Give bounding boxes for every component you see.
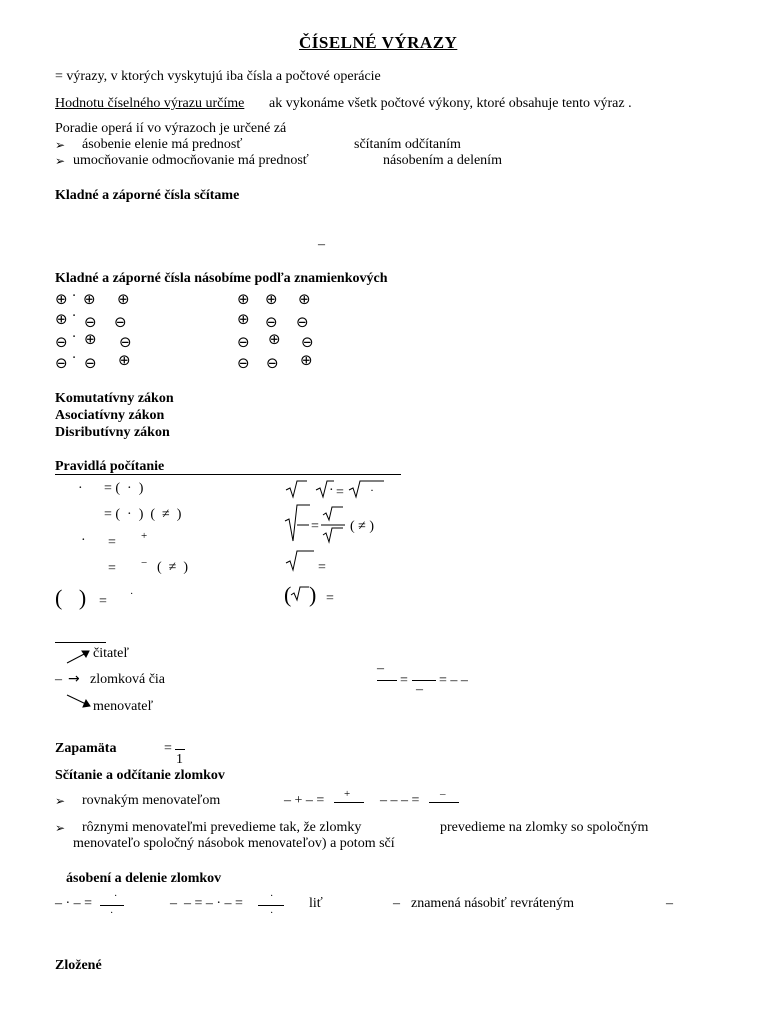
svg-text:·: · bbox=[329, 483, 334, 498]
radical-sign bbox=[323, 507, 343, 520]
formula-glyph: – bbox=[377, 661, 384, 676]
circled-plus-icon: ⊕ bbox=[83, 290, 96, 308]
convert-fractions: prevedieme na zlomky so spoločným bbox=[440, 820, 649, 835]
radical-sign bbox=[291, 587, 309, 600]
formula-glyph: + bbox=[344, 788, 351, 800]
svg-text:=: = bbox=[311, 519, 319, 534]
circled-plus-icon: ⊕ bbox=[55, 290, 68, 308]
arrowhead bbox=[83, 700, 90, 707]
circled-minus-icon: ⊖ bbox=[114, 313, 127, 331]
formula-glyph: · bbox=[78, 481, 83, 496]
formula-glyph: = ( · ) ( ≠ ) bbox=[104, 507, 182, 522]
formula-glyph: · bbox=[81, 533, 86, 548]
circled-plus-icon: ⊕ bbox=[265, 290, 278, 308]
same-denominator: rovnakým menovateľom bbox=[82, 793, 221, 808]
rules-heading: Pravidlá počítanie bbox=[55, 459, 165, 474]
fraction-line-dash: – bbox=[55, 672, 62, 687]
formula-glyph: = bbox=[108, 561, 116, 576]
dot-operator-icon: · bbox=[72, 330, 77, 345]
circled-plus-icon: ⊕ bbox=[84, 330, 97, 348]
formula-glyph: = bbox=[400, 673, 408, 688]
section-fraction-addition: Sčítanie a odčítanie zlomkov bbox=[55, 768, 225, 783]
arrowhead bbox=[82, 651, 89, 657]
circled-minus-icon: ⊖ bbox=[301, 333, 314, 351]
circled-minus-icon: ⊖ bbox=[84, 354, 97, 372]
circled-plus-icon: ⊕ bbox=[300, 351, 313, 369]
formula-glyph: – bbox=[440, 788, 446, 800]
circled-plus-icon: ⊕ bbox=[298, 290, 311, 308]
order-intro: Poradie operá ií vo výrazoch je určené zá bbox=[55, 121, 287, 136]
bullet-arrowhead-icon: ➢ bbox=[55, 154, 66, 168]
radical-sign bbox=[316, 481, 334, 497]
rules-underline bbox=[55, 474, 401, 475]
section-multiplication: Kladné a záporné čísla násobíme podľa znamienkových bbox=[55, 271, 388, 286]
formula-glyph: – – – = bbox=[380, 793, 420, 808]
definition-line: = výrazy, v ktorých vyskytujú iba čísla a počtové operácie bbox=[55, 69, 381, 84]
remember-label: Zapamäta bbox=[55, 741, 117, 756]
formula-glyph: ( ) bbox=[55, 585, 87, 610]
remember-denominator: 1 bbox=[176, 752, 183, 767]
radical-sign bbox=[286, 481, 307, 497]
dot-operator-icon: · bbox=[72, 289, 77, 304]
circled-plus-icon: ⊕ bbox=[55, 310, 68, 328]
radical-sign bbox=[286, 551, 314, 570]
svg-text:): ) bbox=[309, 582, 317, 607]
section-fraction-multiplication: ásobení a delenie zlomkov bbox=[66, 871, 222, 886]
svg-text:·: · bbox=[370, 483, 374, 497]
circled-minus-icon: ⊖ bbox=[296, 313, 309, 331]
radical-sign bbox=[285, 505, 310, 541]
fraction-bar bbox=[175, 749, 185, 750]
different-denominators: rôznymi menovateľmi prevedieme tak, že zlomky bbox=[82, 820, 362, 835]
formula-glyph: – – = – · – = bbox=[170, 896, 243, 911]
arrow-right-icon: → bbox=[68, 671, 80, 687]
circled-minus-icon: ⊖ bbox=[266, 354, 279, 372]
formula-glyph: ( ≠ ) bbox=[157, 560, 189, 575]
svg-text:=: = bbox=[326, 591, 334, 606]
formula-glyph: · bbox=[130, 589, 134, 600]
bullet-multiplication: ásobenie elenie má prednosť bbox=[82, 137, 243, 152]
formula-glyph: – bbox=[666, 896, 673, 911]
divide-text: liť bbox=[309, 896, 323, 911]
formula-glyph: = ( · ) bbox=[104, 481, 144, 496]
svg-text:=: = bbox=[318, 560, 326, 575]
reciprocal-text: znamená násobiť revráteným bbox=[411, 896, 575, 911]
formula-glyph: = bbox=[108, 535, 116, 550]
formula-glyph: = – – bbox=[439, 673, 468, 688]
fraction-bar bbox=[334, 802, 364, 803]
formula-glyph: + bbox=[141, 530, 148, 542]
section-compound: Zložené bbox=[55, 958, 102, 973]
radical-sign bbox=[349, 481, 384, 497]
circled-plus-icon: ⊕ bbox=[237, 290, 250, 308]
fraction-bar bbox=[429, 802, 459, 803]
arrow-line bbox=[67, 652, 88, 663]
common-multiple: menovateľo spoločný násobok menovateľov) a potom sčí bbox=[73, 836, 395, 851]
formula-glyph: · bbox=[270, 891, 274, 902]
circled-minus-icon: ⊖ bbox=[237, 354, 250, 372]
circled-minus-icon: ⊖ bbox=[265, 313, 278, 331]
formula-glyph: · bbox=[114, 891, 118, 902]
radical-sign bbox=[323, 528, 343, 542]
formula-glyph: = bbox=[164, 741, 172, 756]
distributive-law: Disributívny zákon bbox=[55, 425, 170, 440]
bullet-multiplication-b: sčítaním odčítaním bbox=[354, 137, 461, 152]
bullet-power-b: násobením a delením bbox=[383, 153, 502, 168]
circled-plus-icon: ⊕ bbox=[237, 310, 250, 328]
circled-minus-icon: ⊖ bbox=[55, 354, 68, 372]
bullet-arrowhead-icon: ➢ bbox=[55, 794, 66, 808]
arrow-line bbox=[67, 695, 88, 705]
dot-operator-icon: · bbox=[72, 309, 77, 324]
formula-glyph: – · – = bbox=[55, 896, 93, 911]
circled-plus-icon: ⊕ bbox=[118, 351, 131, 369]
svg-text:(: ( bbox=[284, 582, 292, 607]
fraction-bar bbox=[55, 642, 106, 643]
circled-minus-icon: ⊖ bbox=[119, 333, 132, 351]
page-title: ČÍSELNÉ VÝRAZY bbox=[299, 33, 458, 52]
circled-minus-icon: ⊖ bbox=[237, 333, 250, 351]
minus-sign: – bbox=[318, 237, 325, 252]
dot-operator-icon: · bbox=[72, 351, 77, 366]
circled-minus-icon: ⊖ bbox=[84, 313, 97, 331]
bullet-power: umocňovanie odmocňovanie má prednosť bbox=[73, 153, 309, 168]
formula-glyph: – bbox=[416, 682, 423, 697]
formula-glyph: · bbox=[270, 908, 274, 919]
fraction-line-label: zlomková čia bbox=[90, 672, 166, 687]
formula-glyph: · bbox=[110, 908, 114, 919]
section-addition: Kladné a záporné čísla sčítame bbox=[55, 188, 240, 203]
bullet-arrowhead-icon: ➢ bbox=[55, 138, 66, 152]
fraction-bar bbox=[377, 680, 397, 681]
svg-text:( ≠ ): ( ≠ ) bbox=[350, 519, 375, 534]
svg-text:=: = bbox=[336, 485, 344, 500]
bullet-arrowhead-icon: ➢ bbox=[55, 821, 66, 835]
commutative-law: Komutatívny zákon bbox=[55, 391, 174, 406]
formula-glyph: = bbox=[99, 594, 107, 609]
fraction-bar bbox=[412, 680, 436, 681]
value-phrase: Hodnotu číselného výrazu určíme bbox=[55, 96, 245, 111]
formula-glyph: − bbox=[141, 557, 148, 569]
formula-glyph: – + – = bbox=[284, 793, 325, 808]
associative-law: Asociatívny zákon bbox=[55, 408, 165, 423]
circled-minus-icon: ⊖ bbox=[55, 333, 68, 351]
value-explanation: ak vykonáme všetk počtové výkony, ktoré obsahuje tento výraz . bbox=[269, 96, 632, 111]
denominator-label: menovateľ bbox=[93, 699, 154, 714]
numerator-label: čitateľ bbox=[93, 646, 129, 661]
circled-plus-icon: ⊕ bbox=[117, 290, 130, 308]
formula-glyph: – bbox=[393, 896, 400, 911]
circled-plus-icon: ⊕ bbox=[268, 330, 281, 348]
